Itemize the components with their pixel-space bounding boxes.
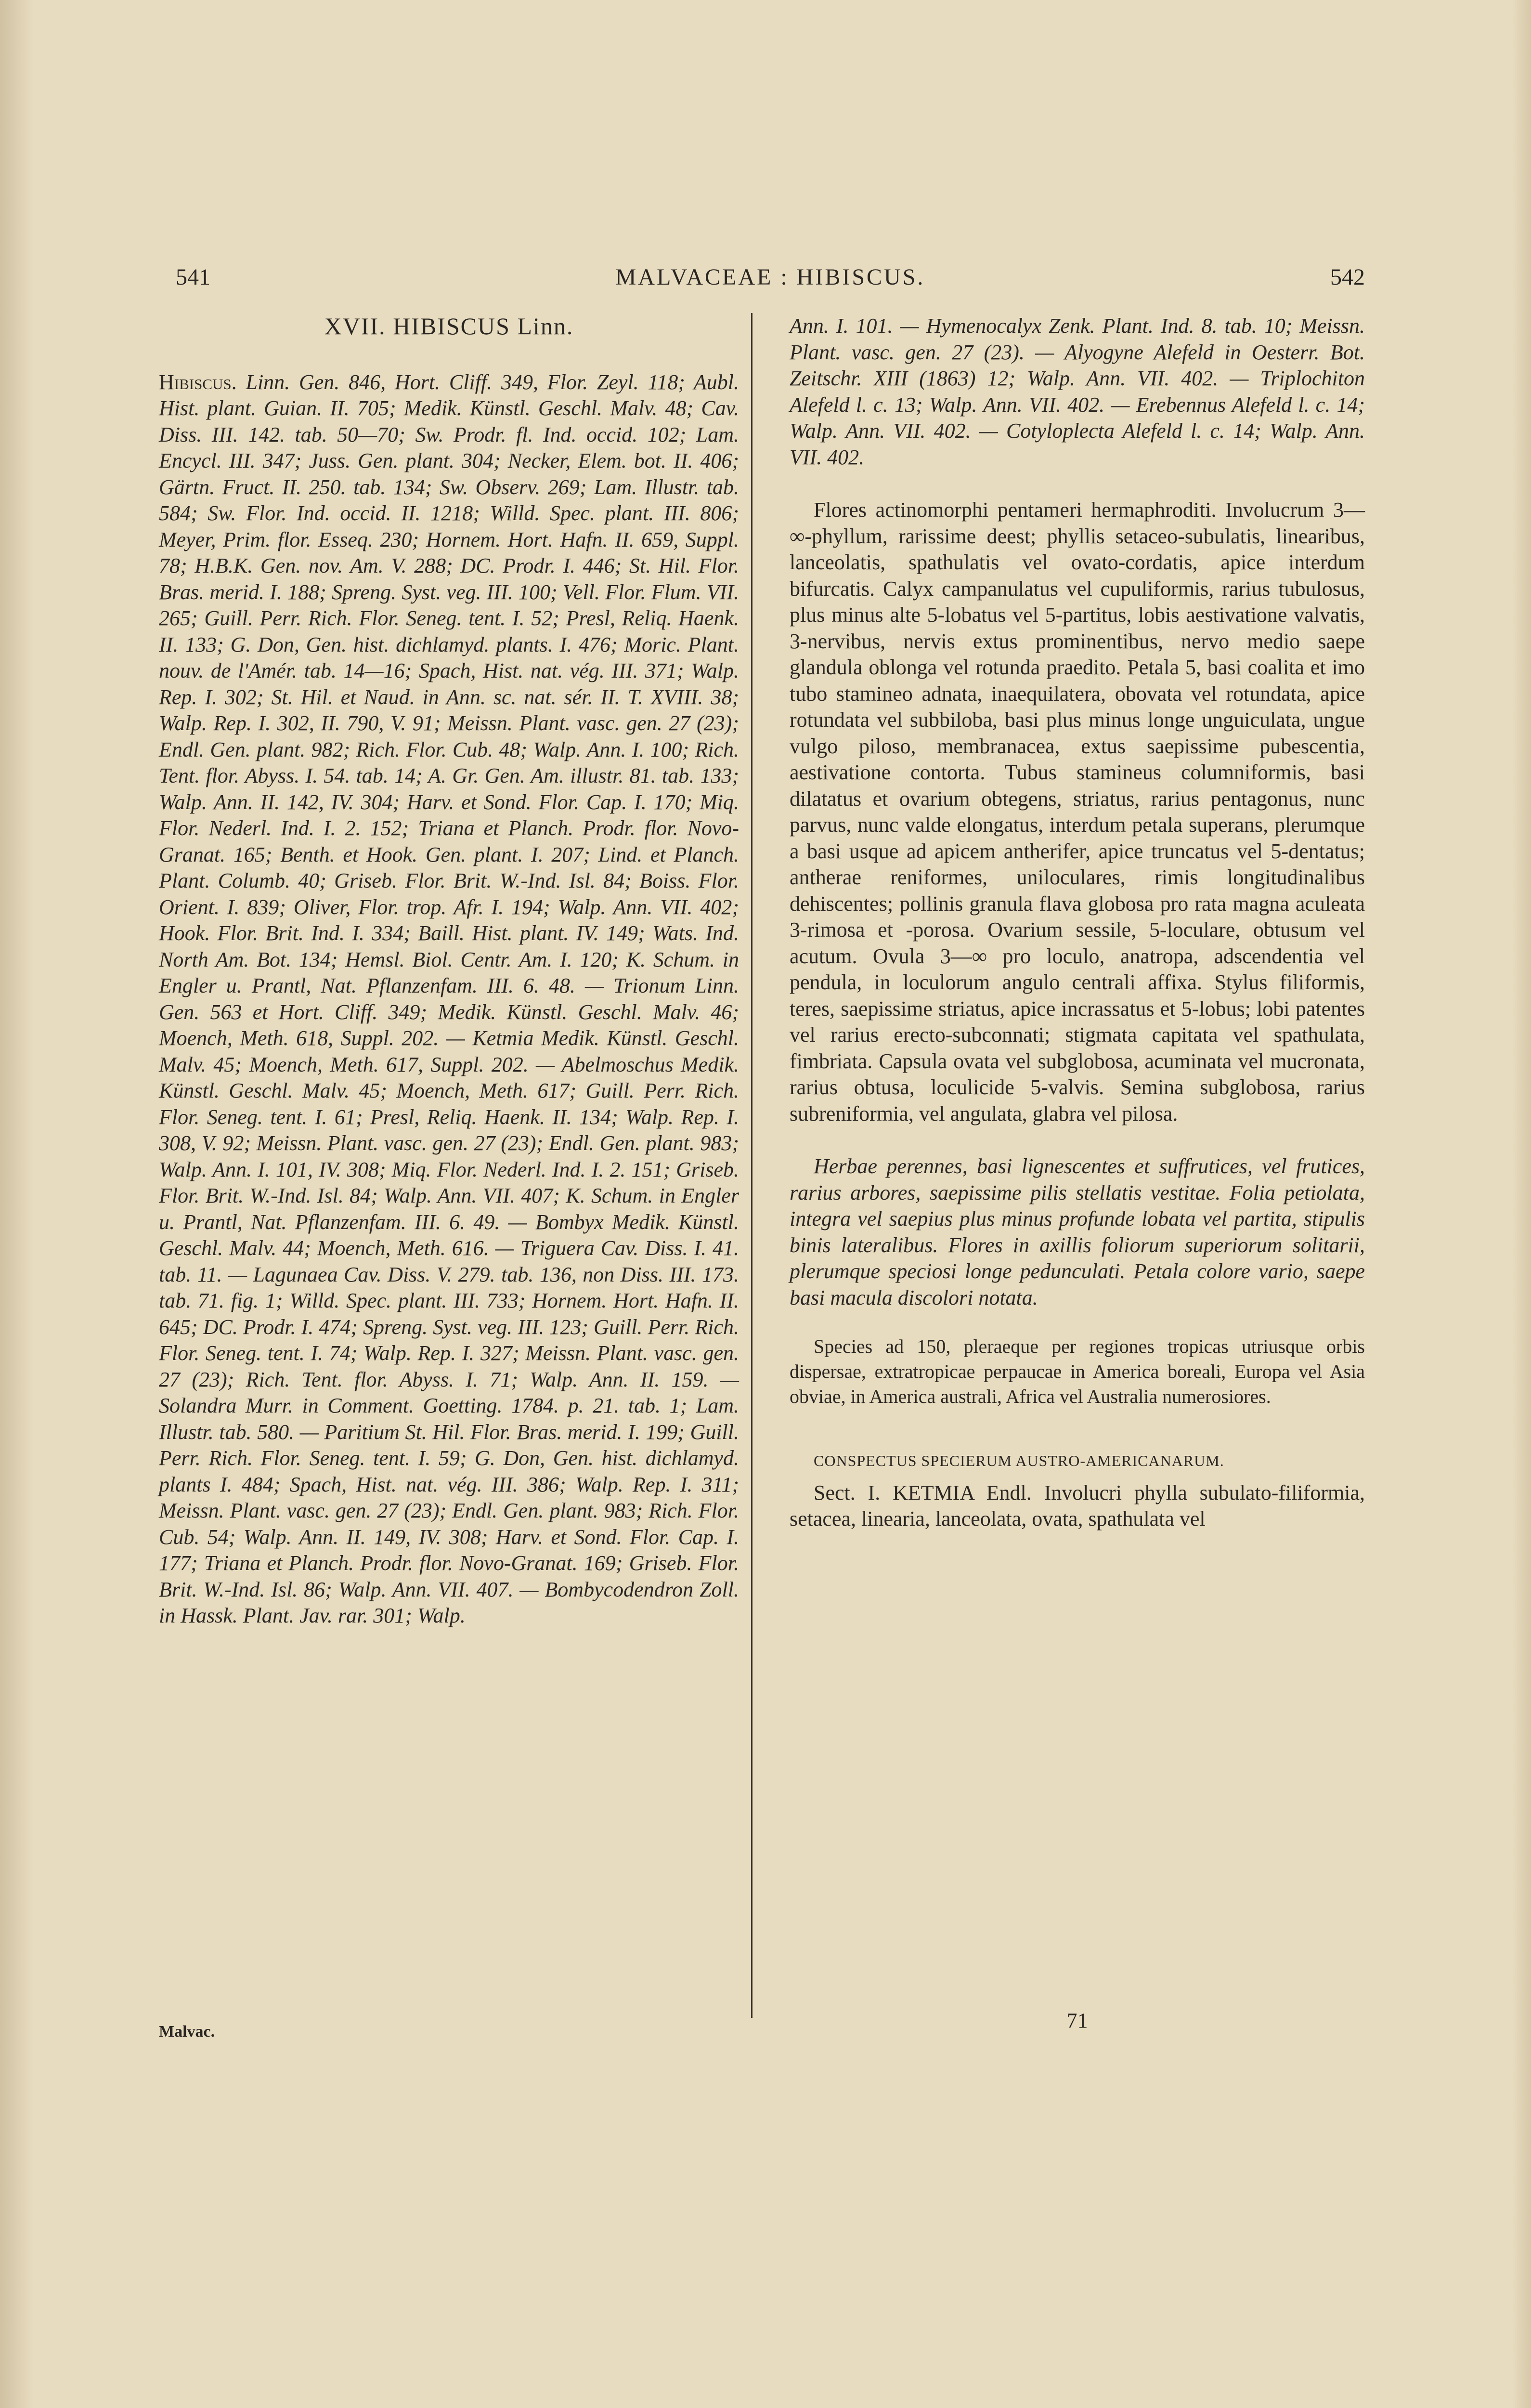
column-divider: [751, 313, 753, 2018]
genus-references: [159, 369, 739, 1629]
left-column: [159, 313, 739, 1629]
genus-name: Hibiscus.: [159, 370, 237, 394]
conspectus-heading: CONSPECTUS SPECIERUM AUSTRO-AMERICANARUM.: [814, 1452, 1224, 1469]
species-note: Species ad 150, pleraeque per regiones tropicas utriusque orbis dispersae, extratropicae perpaucae in America boreali, Europa vel Asia obviae, in America australi, Africa vel Australia numerosiores.: [790, 1335, 1365, 1407]
running-head: [176, 264, 1365, 298]
page-edge-left: [0, 0, 34, 2408]
signature-mark: Malvac.: [159, 2023, 215, 2041]
page-edge-right: [1512, 0, 1531, 2408]
page-number-left: 541: [176, 264, 210, 290]
right-column: [790, 313, 1365, 1532]
section-line: Sect. I. KETMIA Endl. Involucri phylla subulato-filiformia, setacea, linearia, lanceolata, ovata, spathulata vel: [790, 1480, 1365, 1531]
habit-description: Herbae perennes, basi lignescentes et suffrutices, vel frutices, rarius arbores, saepissime pilis stellatis vestitae. Folia petiolata, integra vel saepius plus minus profunde lobata vel partita, stipulis binis lateralibus. Flores in axillis foliorum superiorum solitarii, plerumque speciosi longe pedunculati. Petala colore vario, saepe basi macula discolori notata.: [790, 1154, 1365, 1309]
section-title: XVII. HIBISCUS Linn.: [324, 313, 574, 340]
references-text: Linn. Gen. 846, Hort. Cliff. 349, Flor. Zeyl. 118; Aubl. Hist. plant. Guian. II. 705; Medik. Künstl. Geschl. Malv. 48; Cav. Diss. III. 142. tab. 50—70; Sw. Prodr. fl. Ind. occid. 102; Lam. Encycl. III. 347; Juss. Gen. plant. 304; Necker, Elem. bot. II. 406; Gärtn. Fruct. II. 250. tab. 134; Sw. Observ. 269; Lam. Illustr. tab. 584; Sw. Flor. Ind. occid. II. 1218; Willd. Spec. plant. III. 806; Meyer, Prim. flor. Esseq. 230; Hornem. Hort. Hafn. II. 659, Suppl. 78; H.B.K. Gen. nov. Am. V. 288; DC. Prodr. I. 446; St. Hil. Flor. Bras. merid. I. 188; Spreng. Syst. veg. III. 100; Vell. Flor. Flum. VII. 265; Guill. Perr. Rich. Flor. Seneg. tent. I. 52; Presl, Reliq. Haenk. II. 133; G. Don, Gen. hist. dichlamyd. plants. I. 476; Moric. Plant. nouv. de l'Amér. tab. 14—16; Spach, Hist. nat. vég. III. 371; Walp. Rep. I. 302; St. Hil. et Naud. in Ann. sc. nat. sér. II. T. XVIII. 38; Walp. Rep. I. 302, II. 790, V. 91; Meissn. Plant. vasc. gen. 27 (23); Endl. Gen. plant. 982; Rich. Flor. Cub. 48; Walp. Ann. I. 100; Rich. Tent. flor. Abyss. I. 54. tab. 14; A. Gr. Gen. Am. illustr. 81. tab. 133; Walp. Ann. II. 142, IV. 304; Harv. et Sond. Flor. Cap. I. 170; Miq. Flor. Nederl. Ind. I. 2. 152; Triana et Planch. Prodr. flor. Novo-Granat. 165; Benth. et Hook. Gen. plant. I. 207; Lind. et Planch. Plant. Columb. 40; Griseb. Flor. Brit. W.-Ind. Isl. 84; Boiss. Flor. Orient. I. 839; Oliver, Flor. trop. Afr. I. 194; Walp. Ann. VII. 402; Hook. Flor. Brit. Ind. I. 334; Baill. Hist. plant. IV. 149; Wats. Ind. North Am. Bot. 134; Hemsl. Biol. Centr. Am. I. 120; K. Schum. in Engler u. Prantl, Nat. Pflanzenfam. III. 6. 48. — Trionum Linn. Gen. 563 et Hort. Cliff. 349; Medik. Künstl. Geschl. Malv. 46; Moench, Meth. 618, Suppl. 202. — Ketmia Medik. Künstl. Geschl. Malv. 45; Moench, Meth. 617, Suppl. 202. — Abelmoschus Medik. Künstl. Geschl. Malv. 45; Moench, Meth. 617; Guill. Perr. Rich. Flor. Seneg. tent. I. 61; Presl, Reliq. Haenk. II. 134; Walp. Rep. I. 308, V. 92; Meissn. Plant. vasc. gen. 27 (23); Endl. Gen. plant. 983; Walp. Ann. I. 101, IV. 308; Miq. Flor. Nederl. Ind. I. 2. 151; Griseb. Flor. Brit. W.-Ind. Isl. 84; Walp. Ann. VII. 407; K. Schum. in Engler u. Prantl, Nat. Pflanzenfam. III. 6. 49. — Bombyx Medik. Künstl. Geschl. Malv. 44; Moench, Meth. 616. — Triguera Cav. Diss. I. 41. tab. 11. — Lagunaea Cav. Diss. V. 279. tab. 136, non Diss. III. 173. tab. 71. fig. 1; Willd. Spec. plant. III. 733; Hornem. Hort. Hafn. II. 645; DC. Prodr. I. 474; Spreng. Syst. veg. III. 123; Guill. Perr. Rich. Flor. Seneg. tent. I. 74; Walp. Rep. I. 327; Meissn. Plant. vasc. gen. 27 (23); Rich. Tent. flor. Abyss. I. 71; Walp. Ann. II. 159. — Solandra Murr. in Comment. Goetting. 1784. p. 21. tab. 1; Lam. Illustr. tab. 580. — Paritium St. Hil. Flor. Bras. merid. I. 199; Guill. Perr. Rich. Flor. Seneg. tent. I. 59; G. Don, Gen. hist. dichlamyd. plants I. 484; Spach, Hist. nat. vég. III. 386; Walp. Rep. I. 311; Meissn. Plant. vasc. gen. 27 (23); Endl. Gen. plant. 983; Rich. Flor. Cub. 54; Walp. Ann. II. 149, IV. 308; Harv. et Sond. Flor. Cap. I. 177; Triana et Planch. Prodr. flor. Novo-Granat. 169; Griseb. Flor. Brit. W.-Ind. Isl. 86; Walp. Ann. VII. 407. — Bombycodendron Zoll. in Hassk. Plant. Jav. rar. 301; Walp.: [159, 370, 740, 1627]
references-continued: Ann. I. 101. — Hymenocalyx Zenk. Plant. Ind. 8. tab. 10; Meissn. Plant. vasc. gen. 27 (23). — Alyogyne Alefeld in Oesterr. Bot. Zeitschr. XIII (1863) 12; Walp. Ann. VII. 402. — Triplochiton Alefeld l. c. 13; Walp. Ann. VII. 402. — Erebennus Alefeld l. c. 14; Walp. Ann. VII. 402. — Cotyloplecta Alefeld l. c. 14; Walp. Ann. VII. 402.: [790, 314, 1365, 469]
morphological-description: Flores actinomorphi pentameri hermaphroditi. Involucrum 3—∞-phyllum, rarissime deest; phyllis setaceo-subulatis, linearibus, lanceolatis, spathulatis vel ovato-cordatis, apice interdum bifurcatis. Calyx campanulatus vel cupuliformis, rarius tubulosus, plus minus alte 5-lobatus vel 5-partitus, lobis aestivatione valvatis, 3-nervibus, nervis extus prominentibus, nervo medio saepe glandula oblonga vel rotunda praedito. Petala 5, basi coalita et imo tubo stamineo adnata, inaequilatera, obovata vel rotundata, apice rotundata vel subbiloba, basi plus minus longe unguiculata, ungue vulgo piloso, membranacea, extus saepissime pubescentia, aestivatione contorta. Tubus stamineus columniformis, basi dilatatus et ovarium obtegens, striatus, rarius pentagonus, nunc parvus, nunc valde elongatus, interdum petala superans, plerumque a basi usque ad apicem antherifer, apice truncatus vel 5-dentatus; antherae reniformes, uniloculares, rimis longitudinalibus dehiscentes; pollinis granula flava globosa pro rata magna aculeata 3-rimosa et -porosa. Ovarium sessile, 5-loculare, obtusum vel acutum. Ovula 3—∞ pro loculo, anatropa, adscendentia vel pendula, in loculorum angulo centrali affixa. Stylus filiformis, teres, saepissime striatus, apice incrassatus et 5-lobus; lobi patentes vel rarius erecto-subconnati; stigmata capitata vel spathulata, fimbriata. Capsula ovata vel subglobosa, acuminata vel mucronata, rarius obtusa, loculicide 5-valvis. Semina subglobosa, rarius subreniformia, vel angulata, glabra vel pilosa.: [790, 498, 1365, 1125]
sheet-number: 71: [1066, 2009, 1088, 2032]
page-number-right: 542: [1330, 264, 1365, 290]
running-title: MALVACEAE : HIBISCUS.: [615, 264, 925, 290]
